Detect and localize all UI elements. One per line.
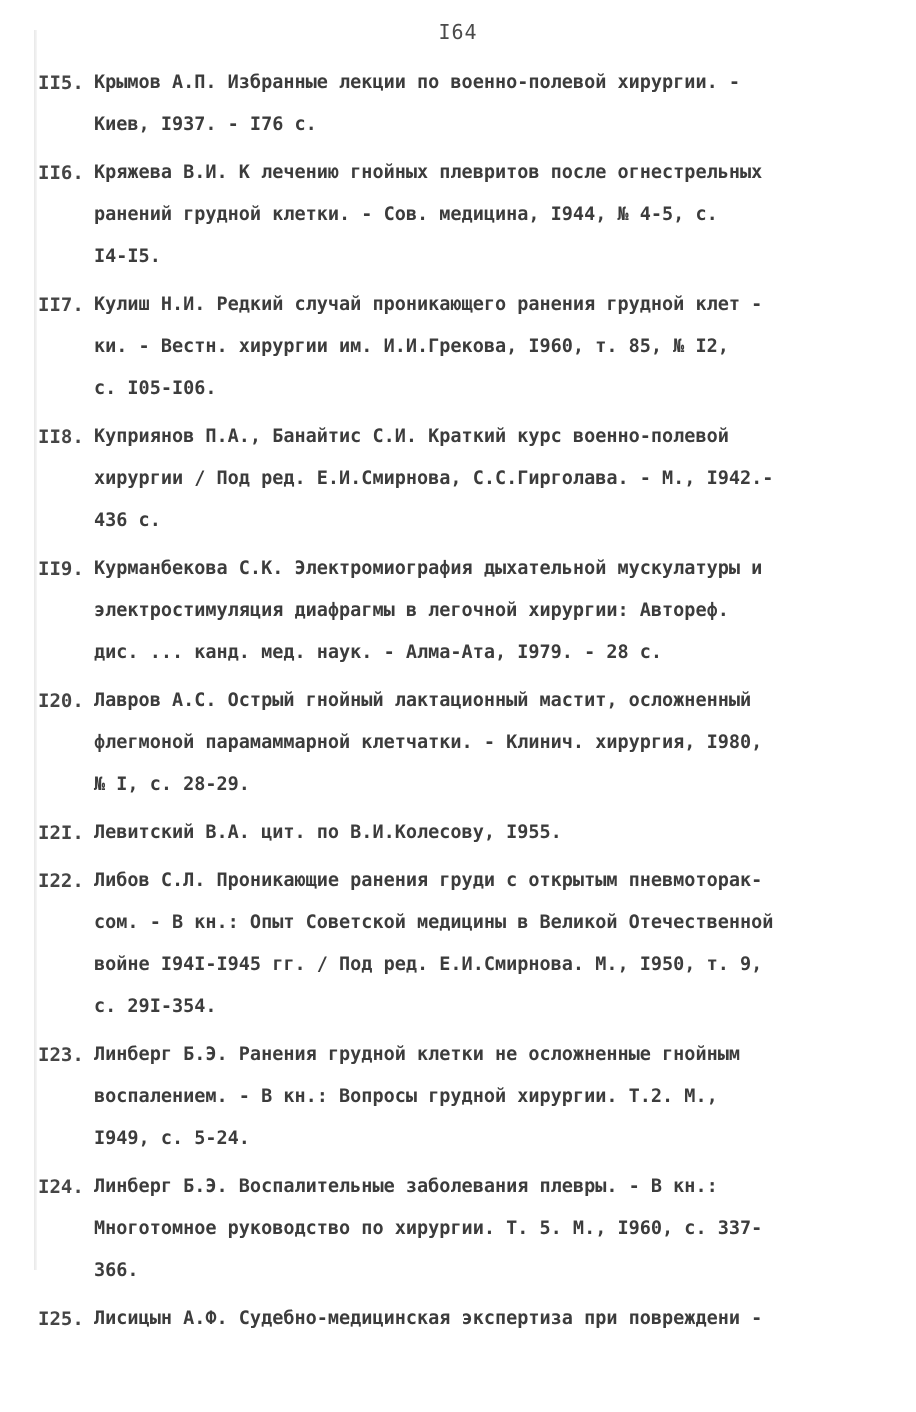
reference-text-line: ки. - Вестн. хирургии им. И.И.Грекова, I960, т. 85, № I2,	[94, 336, 729, 357]
reference-text-line: Киев, I937. - I76 с.	[94, 114, 317, 135]
reference-entry	[38, 548, 878, 674]
reference-text-line: Линберг Б.Э. Ранения грудной клетки не осложненные гнойным	[94, 1044, 741, 1065]
reference-number: II7.	[38, 294, 84, 316]
reference-number: I2I.	[38, 822, 84, 844]
reference-number: II9.	[38, 558, 84, 580]
reference-number: II8.	[38, 426, 84, 448]
reference-entry	[38, 62, 878, 146]
reference-text-line: Лисицын А.Ф. Судебно-медицинская экспертиза при повреждени -	[94, 1308, 763, 1329]
reference-entry	[38, 416, 878, 542]
reference-text-line: I949, с. 5-24.	[94, 1128, 250, 1149]
reference-text-line: ранений грудной клетки. - Сов. медицина, I944, № 4-5, с.	[94, 204, 718, 225]
reference-text-line: I4-I5.	[94, 246, 161, 267]
reference-text-line: № I, с. 28-29.	[94, 774, 250, 795]
reference-text-line: Курманбекова С.К. Электромиография дыхательной мускулатуры и	[94, 558, 763, 579]
reference-text-line: Лавров А.С. Острый гнойный лактационный мастит, осложненный	[94, 690, 752, 711]
reference-text-line: 366.	[94, 1260, 139, 1281]
reference-entry	[38, 1034, 878, 1160]
reference-number: I20.	[38, 690, 84, 712]
reference-text-line: Кряжева В.И. К лечению гнойных плевритов после огнестрельных	[94, 162, 763, 183]
reference-text-line: электростимуляция диафрагмы в легочной хирургии: Автореф.	[94, 600, 729, 621]
reference-entry	[38, 860, 878, 1028]
reference-text-line: воспалением. - В кн.: Вопросы грудной хирургии. Т.2. М.,	[94, 1086, 718, 1107]
reference-text-line: с. 29I-354.	[94, 996, 217, 1017]
reference-entry	[38, 284, 878, 410]
reference-text-line: войне I94I-I945 гг. / Под ред. Е.И.Смирнова. М., I950, т. 9,	[94, 954, 763, 975]
reference-text-line: Крымов А.П. Избранные лекции по военно-полевой хирургии. -	[94, 72, 741, 93]
reference-entry	[38, 812, 878, 854]
reference-number: I24.	[38, 1176, 84, 1198]
reference-text-line: Куприянов П.А., Банайтис С.И. Краткий курс военно-полевой	[94, 426, 729, 447]
reference-entry	[38, 1166, 878, 1292]
page-edge-shadow	[34, 30, 37, 1270]
reference-text-line: 436 с.	[94, 510, 161, 531]
reference-text-line: Кулиш Н.И. Редкий случай проникающего ранения грудной клет -	[94, 294, 763, 315]
reference-text-line: Линберг Б.Э. Воспалительные заболевания плевры. - В кн.:	[94, 1176, 718, 1197]
reference-entry	[38, 1298, 878, 1340]
reference-text-line: Многотомное руководство по хирургии. Т. 5. М., I960, с. 337-	[94, 1218, 763, 1239]
reference-text-line: дис. ... канд. мед. наук. - Алма-Ата, I979. - 28 с.	[94, 642, 663, 663]
reference-text-line: Левитский В.А. цит. по В.И.Колесову, I955.	[94, 822, 562, 843]
reference-text-line: сом. - В кн.: Опыт Советской медицины в Великой Отечественной	[94, 912, 774, 933]
page-number: I64	[438, 20, 478, 44]
reference-number: I23.	[38, 1044, 84, 1066]
reference-number: I25.	[38, 1308, 84, 1330]
reference-entry	[38, 680, 878, 806]
reference-text-line: Либов С.Л. Проникающие ранения груди с открытым пневмоторак-	[94, 870, 763, 891]
reference-list	[38, 62, 878, 1346]
reference-entry	[38, 152, 878, 278]
reference-text-line: хирургии / Под ред. Е.И.Смирнова, С.С.Гирголава. - М., I942.-	[94, 468, 774, 489]
reference-text-line: флегмоной парамаммарной клетчатки. - Клинич. хирургия, I980,	[94, 732, 763, 753]
reference-number: II5.	[38, 72, 84, 94]
reference-number: II6.	[38, 162, 84, 184]
reference-number: I22.	[38, 870, 84, 892]
reference-text-line: с. I05-I06.	[94, 378, 217, 399]
